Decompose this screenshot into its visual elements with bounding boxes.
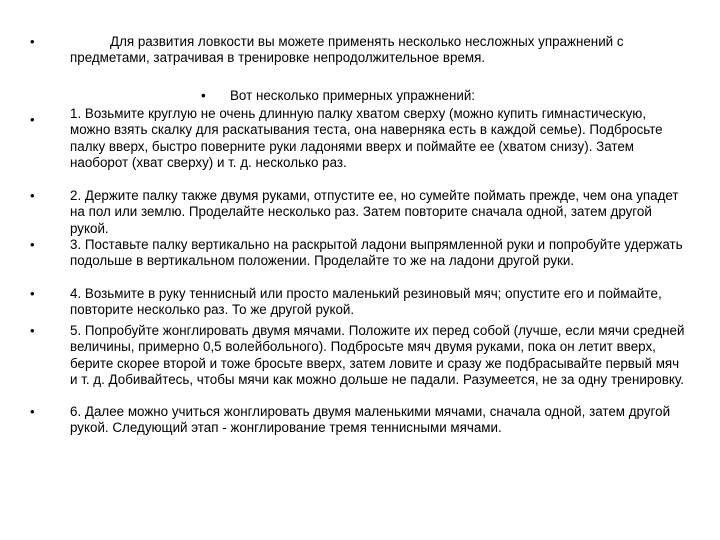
bullet-icon: • bbox=[30, 188, 35, 203]
exercise-text: 5. Попробуйте жонглировать двумя мячами. Положите их перед собой (лучше, если мячи средней величины, примерно 0,5 волейбольного). Подбросьте мяч двумя руками, пока он летит вверх, берите скорее второй и тоже бросьте вверх, затем ловите и сразу же подбрасывайте первый мяч и т. д. Добивайтесь, чтобы мячи как можно дольше не падали. Разумеется, не за одну тренировку. bbox=[70, 323, 685, 387]
bullet-icon: • bbox=[30, 286, 35, 301]
exercise-text: 2. Держите палку также двумя руками, отпустите ее, но сумейте поймать прежде, чем она упадет на пол или землю. Проделайте несколько раз. Затем повторите сначала одной, затем другой рукой. bbox=[70, 188, 679, 236]
intro-text: Для развития ловкости вы можете применять несколько несложных упражнений с предметами, затрачивая в тренировке непродолжительное время. bbox=[70, 34, 624, 66]
bullet-icon: • bbox=[30, 112, 35, 127]
bullet-icon: • bbox=[30, 237, 35, 252]
bullet-icon: • bbox=[30, 323, 35, 338]
exercise-text: 4. Возьмите в руку теннисный или просто маленький резиновый мяч; опустите его и поймайте, повторите несколько раз. То же другой рукой. bbox=[70, 286, 662, 318]
subheading-text: Вот несколько примерных упражнений: bbox=[230, 88, 476, 103]
bullet-icon: • bbox=[201, 88, 206, 103]
exercise-text: 3. Поставьте палку вертикально на раскрытой ладони выпрямленной руки и попробуйте удержать подольше в вертикальном положении. Проделайте то же на ладони другой руки. bbox=[70, 237, 683, 269]
exercise-text: 1. Возьмите круглую не очень длинную палку хватом сверху (можно купить гимнастическую, можно взять скалку для раскатывания теста, она наверняка есть в каждой семье). Подбросьте палку вверх, быстро поверните руки ладонями вверх и поймайте ее (хватом снизу). Затем наоборот (хват сверху) и т. д. несколько раз. bbox=[70, 106, 663, 170]
bullet-icon: • bbox=[30, 404, 35, 419]
exercise-text: 6. Далее можно учиться жонглировать двумя маленькими мячами, сначала одной, затем другой рукой. Следующий этап - жонглирование тремя теннисными мячами. bbox=[70, 404, 671, 436]
bullet-icon: • bbox=[30, 34, 35, 49]
